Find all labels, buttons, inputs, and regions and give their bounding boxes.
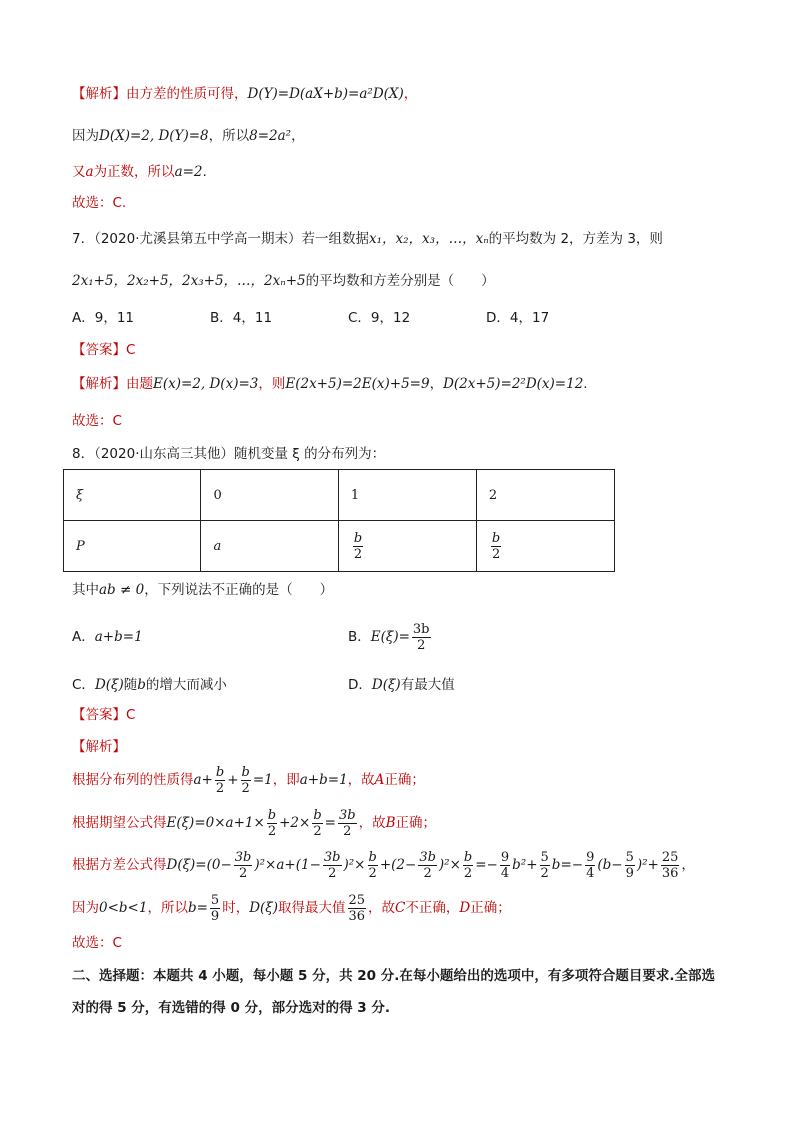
q8-answer: 【答案】C: [72, 707, 136, 723]
table-cell: ξ: [64, 470, 201, 521]
section2-heading-line2: 对的得 5 分，有选错的得 0 分，部分选对的得 3 分.: [72, 1000, 391, 1016]
q7-option-d: D．4，17: [486, 310, 550, 326]
distribution-table: [63, 469, 615, 572]
q7-option-c: C．9，12: [348, 310, 411, 326]
table-cell: P: [64, 521, 201, 572]
table-cell: a: [201, 521, 338, 572]
q8-analysis-tag: 【解析】: [72, 739, 126, 755]
table-row: [64, 521, 615, 572]
section2-heading-line1: 二、选择题：本题共 4 小题，每小题 5 分，共 20 分.在每小题给出的选项中，有多项符合题目要求.全部选: [72, 968, 716, 984]
table-cell: 0: [201, 470, 338, 521]
q8-option-a: A．a+b=1: [72, 629, 143, 645]
q8-option-b: B．E(ξ)= $\frac{3b}{2}$: [348, 621, 430, 653]
table-cell: $\frac{b}{2}$: [476, 521, 614, 572]
table-row: [64, 470, 615, 521]
q8-option-d: D．D(ξ)有最大值: [348, 677, 455, 693]
q6-analysis-line2: 因为D(X)=2, D(Y)=8，所以8=2a²，: [72, 128, 305, 144]
q6-analysis-line3: 又a为正数，所以a=2.: [72, 164, 207, 180]
table-cell: 2: [476, 470, 614, 521]
q7-answer: 【答案】C: [72, 342, 136, 358]
q8-analysis-line3: 根据方差公式得D(ξ)=(0− $\frac{3b}{2}$ )²×a+(1− $\frac{3b}{2}$ )²× $\frac{b}{2}$ +(2− $\frac{3b}{2}$ )²× $\frac{b}{2}$ =− $\frac{9}{4}$ b²+ $\frac{5}{2}$ b=− $\frac{9}{4}$ (b− $\frac{5}{9}$ )²+ $\frac{25}{36}$ ，: [72, 849, 695, 881]
q7-option-a: A．9，11: [72, 310, 135, 326]
q8-analysis-line2: 根据期望公式得E(ξ)=0×a+1× $\frac{b}{2}$ +2× $\frac{b}{2}$ = $\frac{3b}{2}$ ，故B正确；: [72, 807, 436, 839]
q8-condition: 其中ab ≠ 0，下列说法不正确的是（ ）: [72, 582, 334, 598]
table-cell: $\frac{b}{2}$: [338, 521, 476, 572]
q7-analysis: 【解析】由题E(x)=2, D(x)=3，则E(2x+5)=2E(x)+5=9，D(2x+5)=2²D(x)=12.: [72, 376, 588, 392]
q8-choice: 故选：C: [72, 935, 122, 951]
q8-analysis-line1: 根据分布列的性质得a+ $\frac{b}{2}$ + $\frac{b}{2}$ =1，即a+b=1，故A正确；: [72, 764, 425, 796]
analysis-tag: 【解析】: [72, 86, 126, 102]
table-cell: 1: [338, 470, 476, 521]
q7-stem-line2: 2x₁+5，2x₂+5，2x₃+5，…，2xₙ+5的平均数和方差分别是（ ）: [72, 273, 495, 289]
q8-option-c: C．D(ξ)随b的增大而减小: [72, 677, 227, 693]
q6-choice: 故选：C.: [72, 195, 127, 211]
q8-analysis-line4: 因为0<b<1，所以b= $\frac{5}{9}$ 时，D(ξ)取得最大值 $\frac{25}{36}$ ，故C不正确，D正确；: [72, 892, 511, 924]
q7-option-b: B．4，11: [210, 310, 273, 326]
q8-stem: 8．（2020·山东高三其他）随机变量 ξ 的分布列为：: [72, 446, 386, 462]
q7-stem-line1: 7．（2020·尤溪县第五中学高一期末）若一组数据x₁，x₂，x₃，…，xₙ的平均数为 2，方差为 3，则: [72, 231, 663, 247]
q7-choice: 故选：C: [72, 413, 122, 429]
q6-analysis-line1: 【解析】由方差的性质可得，D(Y)=D(aX+b)=a²D(X)，: [72, 86, 418, 102]
